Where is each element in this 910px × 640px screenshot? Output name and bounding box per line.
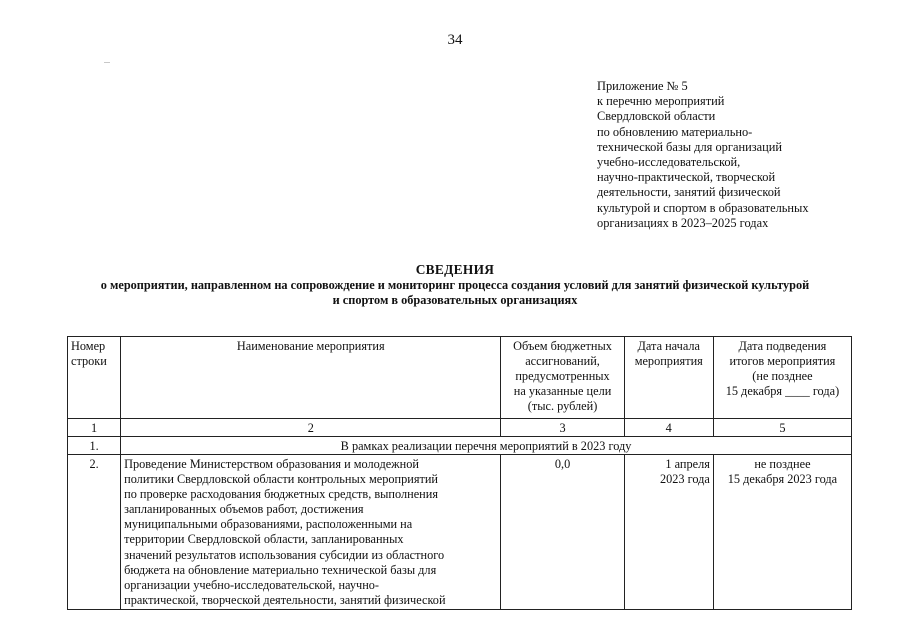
header-end-date — [713, 337, 851, 419]
header-text: предусмотренных — [515, 369, 610, 384]
header-event-name — [121, 337, 501, 419]
end-date-line: не позднее — [754, 457, 811, 471]
header-start-date — [624, 337, 713, 419]
row-number: 1. — [68, 437, 121, 455]
budget-cell: 0,0 — [501, 455, 624, 610]
header-text: итогов мероприятия — [729, 354, 836, 369]
appendix-line: деятельности, занятий физической — [597, 185, 781, 200]
start-date-line: 2023 года — [659, 472, 710, 487]
scan-artifact — [104, 62, 110, 63]
header-budget — [501, 337, 624, 419]
header-text: Наименование мероприятия — [236, 339, 385, 353]
event-name-line: практической, творческой деятельности, занятий физической — [124, 592, 446, 607]
header-text: ассигнований, — [525, 354, 600, 369]
event-name-line: Проведение Министерством образования и молодежной — [124, 457, 419, 471]
event-name-line: бюджета на обновление материально технической базы для — [124, 562, 437, 577]
event-name-cell — [121, 455, 501, 610]
document-title: СВЕДЕНИЯ — [415, 262, 495, 277]
end-date-line: 15 декабря 2023 года — [727, 472, 838, 487]
header-text: Дата начала — [637, 339, 700, 353]
header-text: (не позднее — [752, 369, 813, 384]
appendix-line: по обновлению материально- — [597, 124, 753, 139]
header-text: Номер — [71, 339, 106, 353]
table-header-row — [68, 337, 852, 419]
start-date-line: 1 апреля — [665, 457, 710, 471]
appendix-line: научно-практической, творческой — [597, 170, 776, 185]
table-row — [68, 455, 852, 610]
header-text: Дата подведения — [738, 339, 827, 353]
start-date-cell — [624, 455, 713, 610]
column-number: 1 — [68, 419, 121, 437]
end-date-cell — [713, 455, 851, 610]
appendix-line: технической базы для организаций — [597, 139, 782, 154]
appendix-line: к перечню мероприятий — [597, 94, 725, 109]
subtitle-line: о мероприятии, направленном на сопровождение и мониторинг процесса создания условий для занятий физической культурой — [100, 278, 810, 292]
header-text: на указанные цели — [513, 384, 612, 399]
event-name-line: по проверке расходования бюджетных средств, выполнения — [124, 487, 438, 502]
header-text: Объем бюджетных — [513, 339, 612, 353]
header-text: мероприятия — [634, 354, 703, 369]
column-number: 3 — [501, 419, 624, 437]
appendix-line: Свердловской области — [597, 109, 716, 124]
appendix-line: организациях в 2023–2025 годах — [597, 215, 769, 230]
section-title: В рамках реализации перечня мероприятий в 2023 году — [121, 437, 852, 455]
column-number: 5 — [713, 419, 851, 437]
events-table — [67, 336, 852, 610]
subtitle-line: и спортом в образовательных организациях — [332, 292, 578, 307]
appendix-note — [597, 79, 897, 231]
column-number: 4 — [624, 419, 713, 437]
event-name-line: территории Свердловской области, запланированных — [124, 532, 404, 547]
header-row-number — [68, 337, 121, 419]
header-text: 15 декабря ____ года) — [725, 384, 840, 399]
column-number-row — [68, 419, 852, 437]
event-name-line: запланированных объемов работ, достижения — [124, 502, 364, 517]
section-row — [68, 437, 852, 455]
header-text: строки — [71, 354, 107, 369]
appendix-line: культурой и спортом в образовательных — [597, 200, 809, 215]
page-number: 34 — [447, 32, 463, 48]
header-text: (тыс. рублей) — [527, 399, 598, 414]
column-number: 2 — [121, 419, 501, 437]
appendix-line: учебно-исследовательской, — [597, 155, 741, 170]
event-name-line: значений результатов использования субсидии из областного — [124, 547, 445, 562]
event-name-line: муниципальными образованиями, расположенными на — [124, 517, 413, 532]
document-subtitle — [40, 278, 870, 307]
event-name-line: политики Свердловской области контрольных мероприятий — [124, 472, 439, 487]
appendix-line: Приложение № 5 — [597, 79, 688, 93]
event-name-line: организации учебно-исследовательской, научно- — [124, 577, 380, 592]
row-number: 2. — [68, 455, 121, 610]
